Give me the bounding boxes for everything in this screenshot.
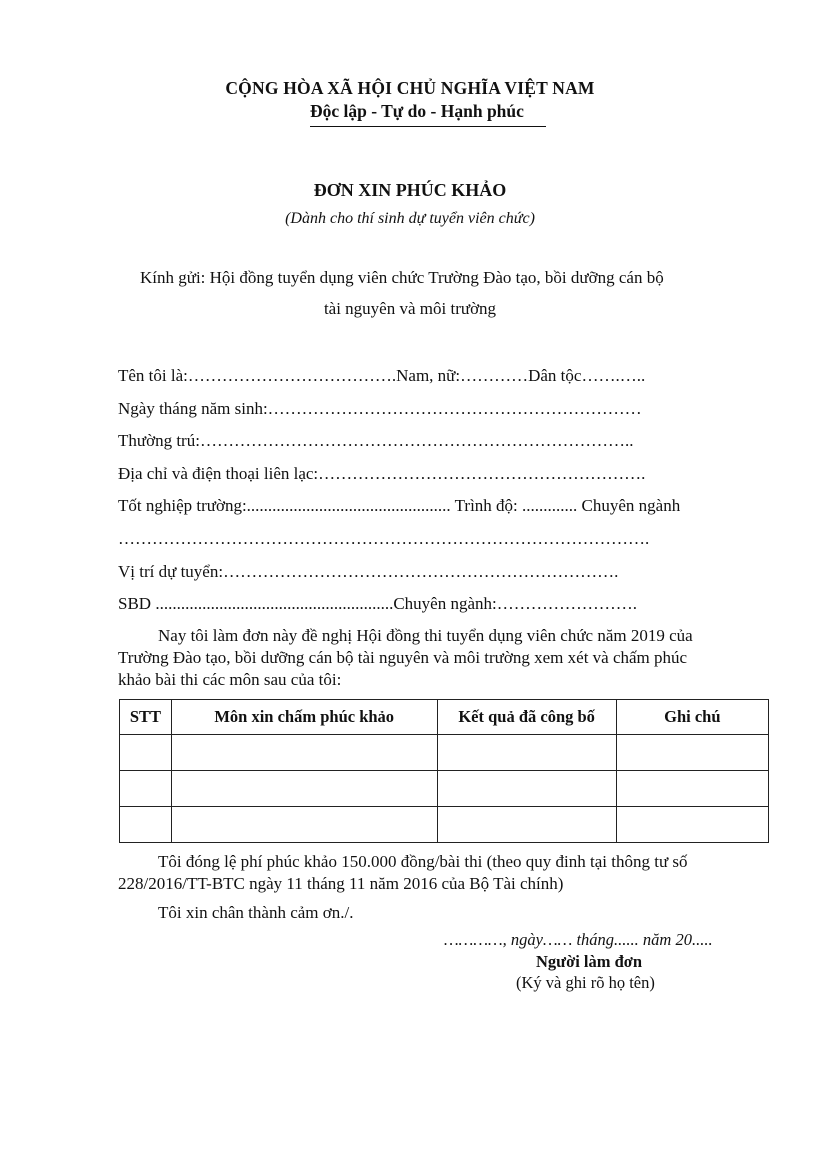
- field-residence[interactable]: Thường trú:…………………………………………………………………..: [118, 431, 634, 450]
- request-line-1: Nay tôi làm đơn này đề nghị Hội đồng thi tuyển dụng viên chức năm 2019 của: [158, 626, 693, 645]
- field-position[interactable]: Vị trí dự tuyển:…………………………………………………………….: [118, 562, 619, 581]
- table-cell[interactable]: [437, 807, 616, 843]
- table-row: [120, 807, 769, 843]
- header-result: Kết quả đã công bố: [437, 700, 616, 735]
- results-table: [119, 699, 769, 843]
- table-cell[interactable]: [616, 771, 768, 807]
- request-line-2: Trường Đào tạo, bồi dưỡng cán bộ tài nguyên và môi trường xem xét và chấm phúc: [118, 648, 688, 667]
- table-cell[interactable]: [120, 807, 172, 843]
- motto-underline: [310, 126, 546, 127]
- thanks-line: Tôi xin chân thành cảm ơn./.: [158, 903, 354, 922]
- table-cell[interactable]: [120, 771, 172, 807]
- table-cell[interactable]: [437, 735, 616, 771]
- national-title: CỘNG HÒA XÃ HỘI CHỦ NGHĨA VIỆT NAM: [225, 78, 595, 98]
- field-graduated[interactable]: Tốt nghiệp trường:................................................ Trình độ: ............. Chuyên ngành: [118, 496, 681, 515]
- table-cell[interactable]: [171, 735, 437, 771]
- table-cell[interactable]: [120, 735, 172, 771]
- addressee-line-2: tài nguyên và môi trường: [323, 299, 497, 318]
- request-line-3: khảo bài thi các môn sau của tôi:: [118, 670, 342, 689]
- table-row: [120, 771, 769, 807]
- form-title: ĐƠN XIN PHÚC KHẢO: [313, 180, 507, 200]
- field-date-of-birth[interactable]: Ngày tháng năm sinh:…………………………………………………………: [118, 399, 642, 418]
- addressee-line-1: Kính gửi: Hội đồng tuyển dụng viên chức Trường Đào tạo, bồi dưỡng cán bộ: [140, 268, 664, 287]
- form-subtitle: (Dành cho thí sinh dự tuyển viên chức): [285, 210, 535, 227]
- fee-line-2: 228/2016/TT-BTC ngày 11 tháng 11 năm 2016 của Bộ Tài chính): [118, 874, 564, 893]
- fee-line-1: Tôi đóng lệ phí phúc khảo 150.000 đồng/bài thi (theo quy đinh tại thông tư số: [158, 852, 688, 871]
- table-cell[interactable]: [616, 807, 768, 843]
- field-name[interactable]: Tên tôi là:……………………………….Nam, nữ:…………Dân tộc…….…..: [118, 366, 646, 385]
- field-contact[interactable]: Địa chỉ và điện thoại liên lạc:………………………………………………….: [118, 464, 646, 483]
- table-row: [120, 735, 769, 771]
- signer-label: Người làm đơn: [536, 952, 643, 971]
- table-cell[interactable]: [171, 771, 437, 807]
- table-cell[interactable]: [616, 735, 768, 771]
- header-note: Ghi chú: [616, 700, 768, 735]
- table-cell[interactable]: [437, 771, 616, 807]
- table-header-row: [120, 700, 769, 735]
- date-line[interactable]: …………, ngày…… tháng...... năm 20.....: [444, 930, 713, 949]
- signature-note: (Ký và ghi rõ họ tên): [516, 973, 655, 992]
- table-cell[interactable]: [171, 807, 437, 843]
- national-motto: Độc lập - Tự do - Hạnh phúc: [310, 101, 524, 121]
- field-graduated-continuation[interactable]: ………………………………………………………………………………….: [118, 529, 650, 548]
- header-subject: Môn xin chấm phúc khảo: [171, 700, 437, 735]
- field-sbd[interactable]: SBD ........................................................Chuyên ngành:…………………….: [118, 594, 637, 613]
- header-stt: STT: [120, 700, 172, 735]
